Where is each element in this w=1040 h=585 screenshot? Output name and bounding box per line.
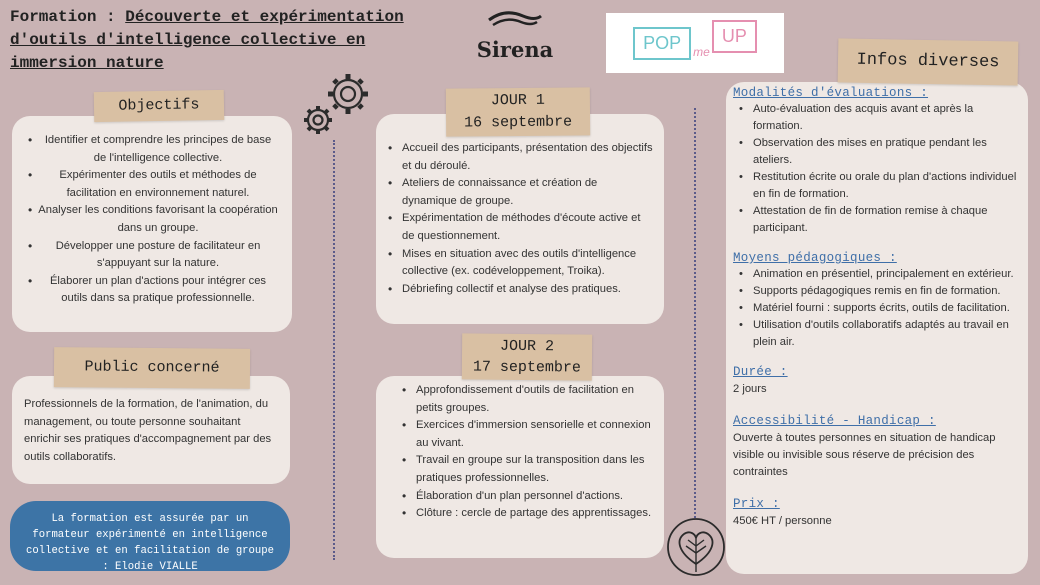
list-item: • Clôture : cercle de partage des apprentissages. xyxy=(398,505,654,523)
list-item: • Débriefing collectif et analyse des pratiques. xyxy=(384,281,654,299)
list-item: • Restitution écrite ou orale du plan d'actions individuel en fin de formation. xyxy=(739,171,1017,200)
list-item: • Travail en groupe sur la transposition dans les pratiques professionnelles. xyxy=(398,452,654,487)
title-prefix: Formation : xyxy=(10,8,126,26)
sirena-name: Sirena xyxy=(476,37,554,62)
list-item: • Supports pédagogiques remis en fin de formation. xyxy=(739,285,1001,297)
logo-me: me xyxy=(693,45,710,59)
divider-left xyxy=(333,140,335,560)
list-item: • Expérimentation de méthodes d'écoute active et de questionnement. xyxy=(384,210,654,245)
jour1-title: JOUR 1 xyxy=(490,91,545,110)
infos-content xyxy=(733,86,1025,530)
public-card xyxy=(12,376,290,484)
accessibilite-text: Ouverte à toutes personnes en situation de handicap visible ou invisible sous réserve de précision des contraintes xyxy=(733,432,996,478)
jour2-date: 17 septembre xyxy=(472,358,581,377)
list-item: • Utilisation d'outils collaboratifs adaptés au travail en plein air. xyxy=(739,319,1009,348)
heart-tree-icon xyxy=(664,516,728,578)
objectifs-card xyxy=(12,116,292,332)
wave-logo-icon xyxy=(485,10,545,30)
list-item: • Observation des mises en pratique pendant les ateliers. xyxy=(739,137,987,166)
public-text: Professionnels de la formation, de l'animation, du management, ou toute personne souhaitant enrichir ses pratiques d'accompagnement par des outils collaboratifs. xyxy=(24,398,272,463)
jour1-date: 16 septembre xyxy=(464,113,573,132)
list-item: • Expérimenter des outils et méthodes de facilitation en environnement naturel. xyxy=(24,167,278,202)
list-item: • Développer une posture de facilitateur en s'appuyant sur la nature. xyxy=(24,238,278,273)
list-item: • Animation en présentiel, principalement en extérieur. xyxy=(739,268,1014,280)
moyens-title: Moyens pédagogiques : xyxy=(733,251,897,265)
divider-right xyxy=(694,108,696,518)
list-item: • Auto-évaluation des acquis avant et après la formation. xyxy=(739,103,974,132)
list-item: • Élaborer un plan d'actions pour intégrer ces outils dans sa pratique professionnelle. xyxy=(24,273,278,308)
duree-text: 2 jours xyxy=(733,383,767,395)
gears-icon xyxy=(298,66,380,140)
objectifs-label: Objectifs xyxy=(94,90,225,122)
jour2-label xyxy=(462,333,592,380)
infos-label: Infos diverses xyxy=(838,38,1019,85)
jour1-card xyxy=(376,114,664,324)
prix-text: 450€ HT / personne xyxy=(733,515,832,527)
list-item: • Mises en situation avec des outils d'intelligence collective (ex. codéveloppement, Troika). xyxy=(384,246,654,281)
list-item: • Exercices d'immersion sensorielle et connexion au vivant. xyxy=(398,417,654,452)
list-item: • Ateliers de connaissance et création de dynamique de groupe. xyxy=(384,175,654,210)
formateur-text: La formation est assurée par un formateur expérimenté en intelligence collective et en facilitation de groupe : Elodie VIALLE xyxy=(26,513,274,573)
list-item: • Identifier et comprendre les principes de base de l'intelligence collective. xyxy=(24,132,278,167)
jour2-title: JOUR 2 xyxy=(500,337,555,356)
list-item: • Accueil des participants, présentation des objectifs et du déroulé. xyxy=(384,140,654,175)
list-item: • Matériel fourni : supports écrits, outils de facilitation. xyxy=(739,302,1010,314)
list-item: • Approfondissement d'outils de facilitation en petits groupes. xyxy=(398,382,654,417)
public-label: Public concerné xyxy=(54,347,250,389)
accessibilite-title: Accessibilité - Handicap : xyxy=(733,414,936,428)
jour1-label xyxy=(446,87,590,136)
title-line2: d'outils d'intelligence collective en xyxy=(10,31,366,49)
modalites-title: Modalités d'évaluations : xyxy=(733,86,929,100)
list-item: • Analyser les conditions favorisant la coopération dans un groupe. xyxy=(24,202,278,237)
list-item: • Élaboration d'un plan personnel d'actions. xyxy=(398,488,654,506)
sirena-logo xyxy=(470,10,560,65)
formateur-badge xyxy=(10,501,290,571)
duree-title: Durée : xyxy=(733,365,788,379)
jour2-card xyxy=(376,376,664,558)
title-line1: Découverte et expérimentation xyxy=(125,8,404,26)
title-line3: immersion nature xyxy=(10,54,164,72)
prix-title: Prix : xyxy=(733,497,780,511)
logo-pop: POP xyxy=(633,27,691,60)
popmeup-logo xyxy=(606,13,784,73)
page-title xyxy=(10,6,430,75)
list-item: • Attestation de fin de formation remise à chaque participant. xyxy=(739,205,988,234)
logo-up: UP xyxy=(712,20,757,53)
